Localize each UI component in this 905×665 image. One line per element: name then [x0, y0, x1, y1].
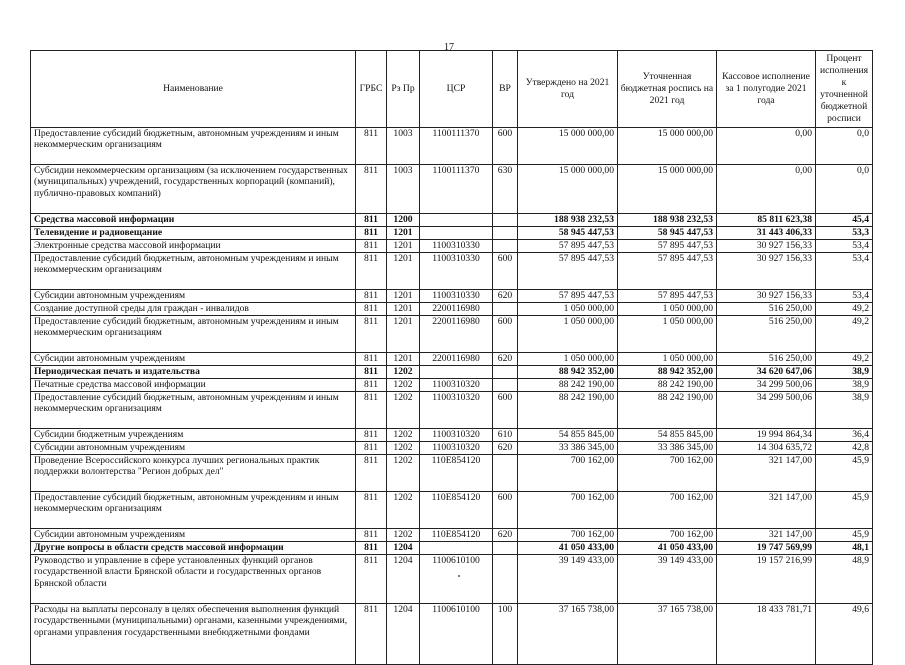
- cell-percent: 38,9: [816, 392, 873, 429]
- cell-vr: 600: [493, 253, 518, 290]
- cell-approved: 700 162,00: [518, 529, 618, 542]
- cell-percent: 45,9: [816, 492, 873, 529]
- cell-rzpr: 1201: [387, 316, 420, 353]
- cell-rzpr: 1204: [387, 604, 420, 665]
- cell-refined: 1 050 000,00: [618, 353, 717, 366]
- cell-cash: 19 994 864,34: [717, 429, 816, 442]
- cell-name: Периодическая печать и издательства: [31, 366, 356, 379]
- cell-name: Предоставление субсидий бюджетным, автономным учреждениям и иным некоммерческим организациям: [31, 392, 356, 429]
- cell-grbs: 811: [356, 366, 387, 379]
- cell-grbs: 811: [356, 303, 387, 316]
- cell-cash: 0,00: [717, 165, 816, 214]
- cell-refined: 700 162,00: [618, 529, 717, 542]
- cell-approved: 37 165 738,00: [518, 604, 618, 665]
- cell-grbs: 811: [356, 392, 387, 429]
- cell-grbs: 811: [356, 253, 387, 290]
- cell-csr: 1100310320: [420, 429, 493, 442]
- cell-approved: 57 895 447,53: [518, 290, 618, 303]
- cell-rzpr: 1201: [387, 240, 420, 253]
- cell-approved: 1 050 000,00: [518, 316, 618, 353]
- cell-csr: 1100111370: [420, 128, 493, 165]
- cell-vr: 600: [493, 128, 518, 165]
- cell-approved: 57 895 447,53: [518, 240, 618, 253]
- cell-csr: [420, 227, 493, 240]
- cell-cash: 321 147,00: [717, 455, 816, 492]
- cell-grbs: 811: [356, 379, 387, 392]
- cell-cash: 516 250,00: [717, 316, 816, 353]
- cell-percent: 53,3: [816, 227, 873, 240]
- cell-percent: 53,4: [816, 240, 873, 253]
- cell-vr: 620: [493, 290, 518, 303]
- header-cash: Кассовое исполнение за 1 полугодие 2021 года: [717, 51, 816, 128]
- cell-grbs: 811: [356, 555, 387, 604]
- cell-cash: 85 811 623,38: [717, 214, 816, 227]
- cell-approved: 39 149 433,00: [518, 555, 618, 604]
- cell-approved: 41 050 433,00: [518, 542, 618, 555]
- cell-grbs: 811: [356, 529, 387, 542]
- cell-cash: 0,00: [717, 128, 816, 165]
- cell-rzpr: 1200: [387, 214, 420, 227]
- table-body: [31, 128, 873, 665]
- cell-name: Электронные средства массовой информации: [31, 240, 356, 253]
- cell-cash: 19 747 569,99: [717, 542, 816, 555]
- table-row: [31, 392, 873, 429]
- cell-vr: 610: [493, 429, 518, 442]
- cell-percent: 45,9: [816, 529, 873, 542]
- cell-cash: 321 147,00: [717, 529, 816, 542]
- cell-grbs: 811: [356, 353, 387, 366]
- cell-refined: 57 895 447,53: [618, 290, 717, 303]
- table-row: [31, 542, 873, 555]
- cell-vr: 620: [493, 442, 518, 455]
- cell-cash: 31 443 406,33: [717, 227, 816, 240]
- cell-approved: 15 000 000,00: [518, 165, 618, 214]
- cell-vr: [493, 240, 518, 253]
- cell-approved: 188 938 232,53: [518, 214, 618, 227]
- cell-percent: 45,4: [816, 214, 873, 227]
- table-row: [31, 442, 873, 455]
- cell-vr: [493, 379, 518, 392]
- cell-vr: 630: [493, 165, 518, 214]
- cell-csr: 2200116980: [420, 303, 493, 316]
- cell-refined: 188 938 232,53: [618, 214, 717, 227]
- table-row: [31, 379, 873, 392]
- cell-approved: 58 945 447,53: [518, 227, 618, 240]
- table-row: [31, 529, 873, 542]
- cell-csr: 110E854120: [420, 455, 493, 492]
- cell-csr: 2200116980: [420, 316, 493, 353]
- table-row: [31, 214, 873, 227]
- cell-percent: 36,4: [816, 429, 873, 442]
- cell-approved: 88 942 352,00: [518, 366, 618, 379]
- cell-percent: 49,2: [816, 316, 873, 353]
- cell-grbs: 811: [356, 128, 387, 165]
- cell-csr: [420, 542, 493, 555]
- cell-vr: 600: [493, 492, 518, 529]
- cell-csr: [420, 214, 493, 227]
- cell-refined: 57 895 447,53: [618, 240, 717, 253]
- cell-approved: 700 162,00: [518, 492, 618, 529]
- cell-vr: [493, 555, 518, 604]
- cell-rzpr: 1204: [387, 555, 420, 604]
- cell-name: Субсидии автономным учреждениям: [31, 442, 356, 455]
- cell-percent: 42,8: [816, 442, 873, 455]
- cell-vr: [493, 214, 518, 227]
- cell-grbs: 811: [356, 542, 387, 555]
- cell-csr: 1100610100: [420, 555, 493, 604]
- cell-csr: 1100111370: [420, 165, 493, 214]
- cell-grbs: 811: [356, 455, 387, 492]
- cell-cash: 516 250,00: [717, 303, 816, 316]
- cell-vr: 100: [493, 604, 518, 665]
- cell-csr: 1100310320: [420, 379, 493, 392]
- cell-refined: 1 050 000,00: [618, 303, 717, 316]
- cell-refined: 15 000 000,00: [618, 165, 717, 214]
- cell-csr: 2200116980: [420, 353, 493, 366]
- header-vr: ВР: [493, 51, 518, 128]
- cell-approved: 88 242 190,00: [518, 392, 618, 429]
- cell-grbs: 811: [356, 442, 387, 455]
- cell-percent: 0,0: [816, 165, 873, 214]
- cell-grbs: 811: [356, 165, 387, 214]
- cell-name: Создание доступной среды для граждан - инвалидов: [31, 303, 356, 316]
- table-row: [31, 353, 873, 366]
- cell-refined: 41 050 433,00: [618, 542, 717, 555]
- cell-csr: 1100610100: [420, 604, 493, 665]
- table-row: [31, 366, 873, 379]
- cell-approved: 1 050 000,00: [518, 353, 618, 366]
- header-csr: ЦСР: [420, 51, 493, 128]
- cell-rzpr: 1202: [387, 455, 420, 492]
- cell-vr: [493, 455, 518, 492]
- table-row: [31, 290, 873, 303]
- table-row: [31, 604, 873, 665]
- cell-grbs: 811: [356, 214, 387, 227]
- cell-refined: 39 149 433,00: [618, 555, 717, 604]
- table-row: [31, 429, 873, 442]
- cell-refined: 37 165 738,00: [618, 604, 717, 665]
- cell-name: Субсидии автономным учреждениям: [31, 290, 356, 303]
- cell-refined: 88 242 190,00: [618, 392, 717, 429]
- cell-rzpr: 1202: [387, 429, 420, 442]
- cell-csr: [420, 366, 493, 379]
- header-name: Наименование: [31, 51, 356, 128]
- budget-table: [30, 50, 873, 665]
- cell-vr: [493, 366, 518, 379]
- cell-name: Средства массовой информации: [31, 214, 356, 227]
- table-row: [31, 303, 873, 316]
- table-row: [31, 227, 873, 240]
- cell-percent: 49,2: [816, 353, 873, 366]
- cell-rzpr: 1201: [387, 290, 420, 303]
- cell-name: Субсидии автономным учреждениям: [31, 529, 356, 542]
- cell-name: Руководство и управление в сфере установленных функций органов государственной власти Брянской области и государственных органов Брянской области: [31, 555, 356, 604]
- table-row: [31, 555, 873, 604]
- cell-approved: 57 895 447,53: [518, 253, 618, 290]
- cell-grbs: 811: [356, 240, 387, 253]
- cell-rzpr: 1202: [387, 529, 420, 542]
- cell-rzpr: 1201: [387, 353, 420, 366]
- header-approved: Утверждено на 2021 год: [518, 51, 618, 128]
- stray-dot: [458, 575, 460, 577]
- cell-grbs: 811: [356, 604, 387, 665]
- header-percent: Процент исполнения к уточненной бюджетной росписи: [816, 51, 873, 128]
- cell-approved: 88 242 190,00: [518, 379, 618, 392]
- cell-vr: [493, 227, 518, 240]
- cell-rzpr: 1202: [387, 366, 420, 379]
- cell-approved: 54 855 845,00: [518, 429, 618, 442]
- cell-refined: 700 162,00: [618, 492, 717, 529]
- cell-rzpr: 1201: [387, 303, 420, 316]
- cell-cash: 34 620 647,06: [717, 366, 816, 379]
- cell-rzpr: 1204: [387, 542, 420, 555]
- cell-percent: 49,2: [816, 303, 873, 316]
- cell-cash: 18 433 781,71: [717, 604, 816, 665]
- cell-percent: 48,1: [816, 542, 873, 555]
- cell-name: Субсидии бюджетным учреждениям: [31, 429, 356, 442]
- cell-csr: 110E854120: [420, 529, 493, 542]
- cell-grbs: 811: [356, 429, 387, 442]
- cell-cash: 34 299 500,06: [717, 379, 816, 392]
- cell-rzpr: 1201: [387, 253, 420, 290]
- cell-approved: 1 050 000,00: [518, 303, 618, 316]
- table-row: [31, 316, 873, 353]
- cell-grbs: 811: [356, 316, 387, 353]
- cell-percent: 49,6: [816, 604, 873, 665]
- table-row: [31, 253, 873, 290]
- cell-vr: [493, 542, 518, 555]
- cell-csr: 1100310320: [420, 442, 493, 455]
- table-row: [31, 492, 873, 529]
- cell-csr: 1100310320: [420, 392, 493, 429]
- cell-rzpr: 1202: [387, 492, 420, 529]
- cell-refined: 1 050 000,00: [618, 316, 717, 353]
- cell-name: Предоставление субсидий бюджетным, автономным учреждениям и иным некоммерческим организациям: [31, 492, 356, 529]
- cell-refined: 88 242 190,00: [618, 379, 717, 392]
- cell-cash: 30 927 156,33: [717, 253, 816, 290]
- cell-name: Печатные средства массовой информации: [31, 379, 356, 392]
- cell-percent: 48,9: [816, 555, 873, 604]
- cell-refined: 700 162,00: [618, 455, 717, 492]
- cell-percent: 45,9: [816, 455, 873, 492]
- header-rzpr: Рз Пр: [387, 51, 420, 128]
- cell-refined: 54 855 845,00: [618, 429, 717, 442]
- cell-rzpr: 1003: [387, 165, 420, 214]
- cell-refined: 15 000 000,00: [618, 128, 717, 165]
- cell-name: Телевидение и радиовещание: [31, 227, 356, 240]
- cell-approved: 15 000 000,00: [518, 128, 618, 165]
- cell-vr: 620: [493, 529, 518, 542]
- table-row: [31, 128, 873, 165]
- cell-approved: 700 162,00: [518, 455, 618, 492]
- cell-cash: 321 147,00: [717, 492, 816, 529]
- cell-cash: 34 299 500,06: [717, 392, 816, 429]
- cell-refined: 57 895 447,53: [618, 253, 717, 290]
- table-header-row: [31, 51, 873, 128]
- page-number: 17: [444, 42, 454, 53]
- cell-grbs: 811: [356, 290, 387, 303]
- cell-name: Другие вопросы в области средств массовой информации: [31, 542, 356, 555]
- cell-name: Субсидии некоммерческим организациям (за исключением государственных (муниципальных) учреждений, государственных корпораций (компаний), публично-правовых компаний): [31, 165, 356, 214]
- cell-vr: [493, 303, 518, 316]
- cell-cash: 14 304 635,72: [717, 442, 816, 455]
- table-row: [31, 455, 873, 492]
- cell-approved: 33 386 345,00: [518, 442, 618, 455]
- cell-name: Предоставление субсидий бюджетным, автономным учреждениям и иным некоммерческим организациям: [31, 253, 356, 290]
- cell-rzpr: 1202: [387, 379, 420, 392]
- cell-rzpr: 1201: [387, 227, 420, 240]
- cell-rzpr: 1202: [387, 392, 420, 429]
- cell-name: Расходы на выплаты персоналу в целях обеспечения выполнения функций государственными (муниципальными) органами, казенными учреждениями, органами управления государственными внебюджетными фондами: [31, 604, 356, 665]
- cell-name: Предоставление субсидий бюджетным, автономным учреждениям и иным некоммерческим организациям: [31, 316, 356, 353]
- cell-percent: 0,0: [816, 128, 873, 165]
- table-row: [31, 240, 873, 253]
- cell-vr: 600: [493, 316, 518, 353]
- cell-rzpr: 1003: [387, 128, 420, 165]
- cell-vr: 620: [493, 353, 518, 366]
- cell-grbs: 811: [356, 492, 387, 529]
- cell-cash: 19 157 216,99: [717, 555, 816, 604]
- cell-grbs: 811: [356, 227, 387, 240]
- cell-percent: 53,4: [816, 253, 873, 290]
- cell-cash: 30 927 156,33: [717, 240, 816, 253]
- cell-vr: 600: [493, 392, 518, 429]
- cell-csr: 1100310330: [420, 253, 493, 290]
- cell-cash: 30 927 156,33: [717, 290, 816, 303]
- cell-csr: 1100310330: [420, 240, 493, 253]
- cell-refined: 33 386 345,00: [618, 442, 717, 455]
- header-refined: Уточненная бюджетная роспись на 2021 год: [618, 51, 717, 128]
- cell-name: Проведение Всероссийского конкурса лучших региональных практик поддержки волонтерства "Регион добрых дел": [31, 455, 356, 492]
- cell-percent: 38,9: [816, 366, 873, 379]
- table-row: [31, 165, 873, 214]
- cell-percent: 38,9: [816, 379, 873, 392]
- cell-name: Предоставление субсидий бюджетным, автономным учреждениям и иным некоммерческим организациям: [31, 128, 356, 165]
- header-grbs: ГРБС: [356, 51, 387, 128]
- cell-csr: 1100310330: [420, 290, 493, 303]
- cell-refined: 58 945 447,53: [618, 227, 717, 240]
- cell-cash: 516 250,00: [717, 353, 816, 366]
- cell-refined: 88 942 352,00: [618, 366, 717, 379]
- cell-rzpr: 1202: [387, 442, 420, 455]
- cell-percent: 53,4: [816, 290, 873, 303]
- cell-csr: 110E854120: [420, 492, 493, 529]
- cell-name: Субсидии автономным учреждениям: [31, 353, 356, 366]
